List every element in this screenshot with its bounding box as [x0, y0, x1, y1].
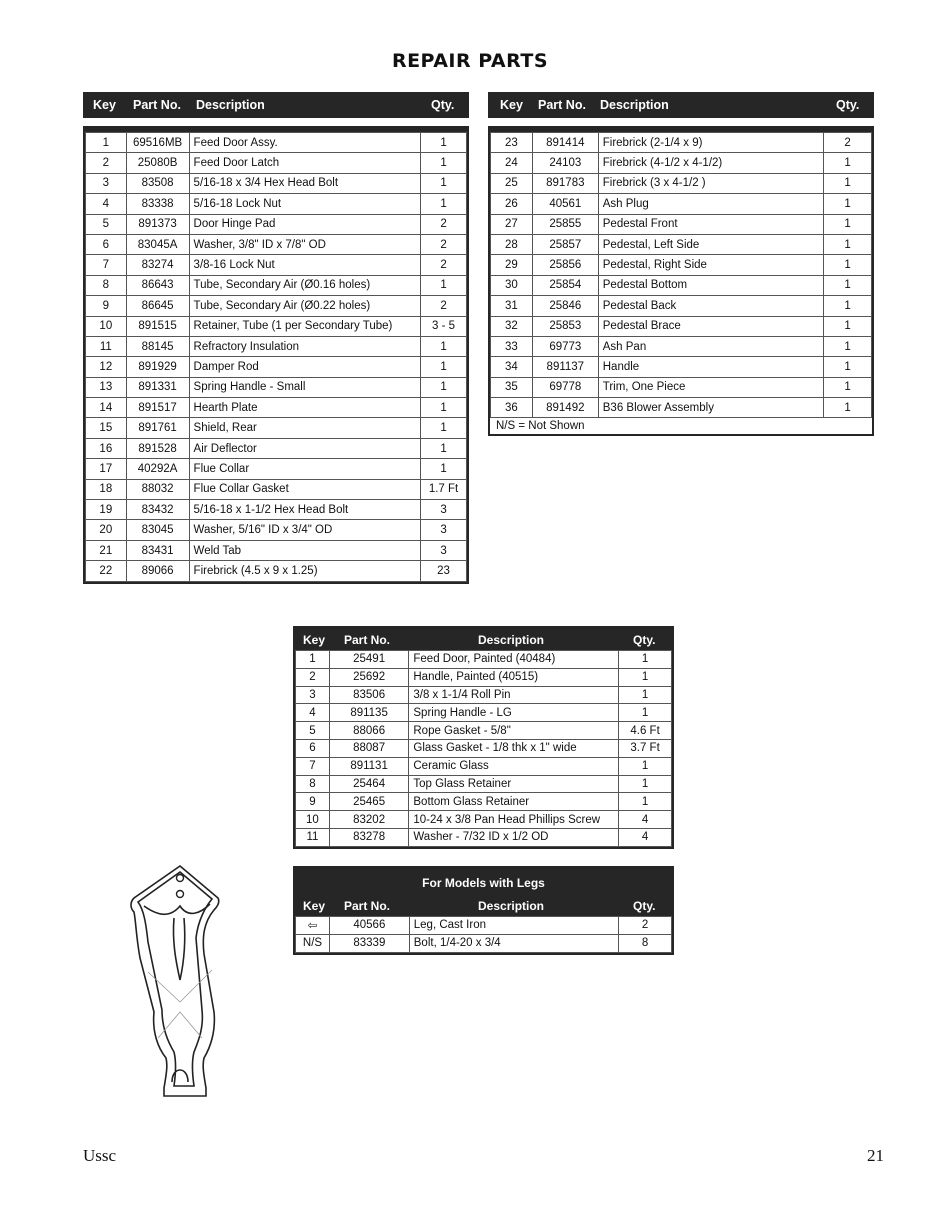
- cell-part-no: 25846: [532, 296, 598, 316]
- cell-part-no: 25080B: [126, 153, 189, 173]
- table-row: [86, 173, 467, 193]
- cell-description: Top Glass Retainer: [409, 775, 619, 793]
- cell-qty: 1: [421, 275, 467, 295]
- cell-description: Hearth Plate: [189, 398, 421, 418]
- cell-key: 27: [491, 214, 533, 234]
- cell-part-no: 891517: [126, 398, 189, 418]
- cell-part-no: 891492: [532, 398, 598, 418]
- cell-description: Handle: [598, 357, 823, 377]
- header-description: Description: [478, 899, 545, 913]
- table-row: [86, 234, 467, 254]
- table-row: [491, 398, 872, 418]
- cell-qty: 3.7 Ft: [619, 739, 672, 757]
- table-row: [296, 704, 672, 722]
- cell-key: 19: [86, 500, 127, 520]
- cell-qty: 1: [619, 668, 672, 686]
- cell-description: Pedestal Bottom: [598, 275, 823, 295]
- cell-description: Spring Handle - Small: [189, 377, 421, 397]
- cell-part-no: 83045: [126, 520, 189, 540]
- cell-part-no: 891131: [329, 757, 409, 775]
- cell-key: 5: [296, 722, 330, 740]
- cell-part-no: 40292A: [126, 459, 189, 479]
- cell-part-no: 69516MB: [126, 133, 189, 153]
- table-row: [86, 357, 467, 377]
- cell-description: Shield, Rear: [189, 418, 421, 438]
- table-row: [491, 336, 872, 356]
- table-row: [86, 275, 467, 295]
- cell-description: Firebrick (3 x 4-1/2 ): [598, 173, 823, 193]
- cell-qty: 1: [421, 133, 467, 153]
- cell-key: 8: [86, 275, 127, 295]
- table-row: [86, 316, 467, 336]
- header-part-no: Part No.: [538, 98, 586, 112]
- cell-key: 29: [491, 255, 533, 275]
- cell-key: 9: [86, 296, 127, 316]
- cell-key: 1: [86, 133, 127, 153]
- cell-part-no: 83432: [126, 500, 189, 520]
- cell-part-no: 25464: [329, 775, 409, 793]
- table-row: [86, 398, 467, 418]
- table-row: [86, 133, 467, 153]
- cell-part-no: 891414: [532, 133, 598, 153]
- legs-grid: [295, 916, 672, 953]
- table-row: [86, 459, 467, 479]
- page-number: 21: [867, 1146, 884, 1165]
- cell-qty: 1: [619, 793, 672, 811]
- table-row: [86, 377, 467, 397]
- cell-part-no: 83274: [126, 255, 189, 275]
- cell-description: Handle, Painted (40515): [409, 668, 619, 686]
- cell-description: Flue Collar Gasket: [189, 479, 421, 499]
- cell-part-no: 24103: [532, 153, 598, 173]
- table-row: [296, 775, 672, 793]
- table-row: [86, 500, 467, 520]
- cell-qty: 1: [619, 757, 672, 775]
- cell-key: 14: [86, 398, 127, 418]
- cell-key: 2: [296, 668, 330, 686]
- door-grid: [295, 650, 672, 847]
- cell-qty: 2: [824, 133, 872, 153]
- cell-qty: 1: [421, 153, 467, 173]
- parts-grid: [490, 132, 872, 418]
- cell-key: 28: [491, 234, 533, 254]
- header-part-no: Part No.: [344, 633, 391, 647]
- cell-part-no: 83045A: [126, 234, 189, 254]
- cell-qty: 1: [824, 214, 872, 234]
- header-description: Description: [478, 633, 545, 647]
- cell-key: 22: [86, 561, 127, 581]
- cell-description: Bottom Glass Retainer: [409, 793, 619, 811]
- cell-description: Washer, 3/8" ID x 7/8" OD: [189, 234, 421, 254]
- footer-brand: Ussc: [83, 1146, 117, 1165]
- cell-part-no: 88032: [126, 479, 189, 499]
- cell-key: 7: [296, 757, 330, 775]
- table-row: [86, 296, 467, 316]
- cell-key: 18: [86, 479, 127, 499]
- cell-part-no: 86645: [126, 296, 189, 316]
- table-row: [86, 520, 467, 540]
- cell-key: 3: [86, 173, 127, 193]
- cell-key: 20: [86, 520, 127, 540]
- cell-key: 24: [491, 153, 533, 173]
- cell-part-no: 891331: [126, 377, 189, 397]
- cell-description: Tube, Secondary Air (Ø0.22 holes): [189, 296, 421, 316]
- cell-key: 11: [296, 828, 330, 846]
- cell-part-no: 25465: [329, 793, 409, 811]
- table-row: [491, 234, 872, 254]
- header-description: Description: [196, 98, 265, 112]
- cell-key: 10: [296, 811, 330, 829]
- cell-key: 2: [86, 153, 127, 173]
- cell-key: 6: [296, 739, 330, 757]
- cell-part-no: 88087: [329, 739, 409, 757]
- cell-description: 10-24 x 3/8 Pan Head Phillips Screw: [409, 811, 619, 829]
- table-row: [296, 934, 672, 952]
- cell-description: Feed Door Latch: [189, 153, 421, 173]
- door-parts-table: [293, 626, 674, 849]
- cell-qty: 1.7 Ft: [421, 479, 467, 499]
- header-qty: Qty.: [431, 98, 455, 112]
- header-key: Key: [303, 899, 326, 913]
- header-key: Key: [500, 98, 523, 112]
- cell-qty: 3 - 5: [421, 316, 467, 336]
- cell-qty: 1: [824, 194, 872, 214]
- cell-key: 13: [86, 377, 127, 397]
- cell-qty: 1: [824, 336, 872, 356]
- table-row: [491, 153, 872, 173]
- table-row: [296, 757, 672, 775]
- cell-description: Retainer, Tube (1 per Secondary Tube): [189, 316, 421, 336]
- cell-description: 5/16-18 x 1-1/2 Hex Head Bolt: [189, 500, 421, 520]
- table-row: [296, 668, 672, 686]
- legs-table-title: [295, 868, 672, 894]
- cell-description: 5/16-18 x 3/4 Hex Head Bolt: [189, 173, 421, 193]
- cell-qty: 1: [421, 194, 467, 214]
- cell-description: Washer, 5/16" ID x 3/4" OD: [189, 520, 421, 540]
- header-description: Description: [600, 98, 669, 112]
- cell-description: Flue Collar: [189, 459, 421, 479]
- cell-key: 30: [491, 275, 533, 295]
- table-row: [296, 686, 672, 704]
- cell-key: 33: [491, 336, 533, 356]
- cell-qty: 1: [824, 153, 872, 173]
- cell-key: 7: [86, 255, 127, 275]
- header-qty: Qty.: [633, 633, 656, 647]
- cell-part-no: 25856: [532, 255, 598, 275]
- cell-description: Ash Pan: [598, 336, 823, 356]
- cell-qty: 2: [421, 214, 467, 234]
- cell-qty: 1: [824, 377, 872, 397]
- cell-part-no: 25855: [532, 214, 598, 234]
- cell-key: 15: [86, 418, 127, 438]
- cell-description: Pedestal Back: [598, 296, 823, 316]
- header-qty: Qty.: [633, 899, 656, 913]
- table-row: [491, 133, 872, 153]
- cell-part-no: 25857: [532, 234, 598, 254]
- cell-key: 17: [86, 459, 127, 479]
- cell-description: Pedestal Brace: [598, 316, 823, 336]
- cell-description: 3/8 x 1-1/4 Roll Pin: [409, 686, 619, 704]
- cell-description: Tube, Secondary Air (Ø0.16 holes): [189, 275, 421, 295]
- cell-qty: 1: [421, 377, 467, 397]
- cell-qty: 4: [619, 828, 672, 846]
- table-row: [491, 214, 872, 234]
- table-row: [296, 651, 672, 669]
- cell-qty: 4: [619, 811, 672, 829]
- cell-qty: 1: [824, 255, 872, 275]
- cell-description: B36 Blower Assembly: [598, 398, 823, 418]
- legs-title: For Models with Legs: [422, 876, 545, 890]
- table-row: [296, 739, 672, 757]
- cell-description: Air Deflector: [189, 438, 421, 458]
- header-part-no: Part No.: [344, 899, 391, 913]
- cell-part-no: 83202: [329, 811, 409, 829]
- table-row: [86, 418, 467, 438]
- cell-key: 10: [86, 316, 127, 336]
- cell-part-no: 891373: [126, 214, 189, 234]
- table-row: [86, 479, 467, 499]
- table-row: [86, 540, 467, 560]
- cell-qty: 2: [619, 917, 672, 935]
- cell-qty: 1: [619, 704, 672, 722]
- cell-description: Refractory Insulation: [189, 336, 421, 356]
- table-row: [296, 722, 672, 740]
- cell-description: Washer - 7/32 ID x 1/2 OD: [409, 828, 619, 846]
- cell-key: ⇦: [296, 917, 330, 935]
- cell-description: 3/8-16 Lock Nut: [189, 255, 421, 275]
- cell-key: 6: [86, 234, 127, 254]
- header-part-no: Part No.: [133, 98, 181, 112]
- cell-part-no: 83338: [126, 194, 189, 214]
- cell-qty: 1: [421, 438, 467, 458]
- cell-part-no: 891929: [126, 357, 189, 377]
- table-row: [491, 296, 872, 316]
- table-row: [296, 828, 672, 846]
- cell-qty: 1: [421, 173, 467, 193]
- cell-description: Pedestal Front: [598, 214, 823, 234]
- cell-part-no: 89066: [126, 561, 189, 581]
- cell-qty: 8: [619, 934, 672, 952]
- cell-key: 4: [296, 704, 330, 722]
- cell-part-no: 69778: [532, 377, 598, 397]
- table-row: [86, 255, 467, 275]
- table-row: [86, 561, 467, 581]
- cell-qty: 3: [421, 500, 467, 520]
- table-row: [491, 316, 872, 336]
- cell-qty: 1: [824, 357, 872, 377]
- cell-qty: 1: [824, 398, 872, 418]
- table-row: [491, 377, 872, 397]
- cell-key: 36: [491, 398, 533, 418]
- cell-qty: 1: [824, 296, 872, 316]
- cell-description: Feed Door Assy.: [189, 133, 421, 153]
- cell-key: 25: [491, 173, 533, 193]
- cell-key: 16: [86, 438, 127, 458]
- cell-part-no: 86643: [126, 275, 189, 295]
- cell-qty: 2: [421, 296, 467, 316]
- cell-description: Pedestal, Right Side: [598, 255, 823, 275]
- table-row: [86, 194, 467, 214]
- cell-key: 21: [86, 540, 127, 560]
- cell-key: 31: [491, 296, 533, 316]
- cell-description: Damper Rod: [189, 357, 421, 377]
- cell-key: 4: [86, 194, 127, 214]
- cell-qty: 1: [421, 459, 467, 479]
- cast-iron-leg-drawing: [118, 862, 248, 1102]
- cell-qty: 1: [619, 651, 672, 669]
- cell-description: Pedestal, Left Side: [598, 234, 823, 254]
- cell-key: 26: [491, 194, 533, 214]
- cell-description: Ceramic Glass: [409, 757, 619, 775]
- cell-key: 35: [491, 377, 533, 397]
- cell-description: Feed Door, Painted (40484): [409, 651, 619, 669]
- cell-description: Ash Plug: [598, 194, 823, 214]
- cell-qty: 1: [421, 357, 467, 377]
- not-shown-note: N/S = Not Shown: [496, 420, 585, 433]
- header-qty: Qty.: [836, 98, 860, 112]
- cell-description: Weld Tab: [189, 540, 421, 560]
- cell-description: Bolt, 1/4-20 x 3/4: [409, 934, 618, 952]
- cell-description: Door Hinge Pad: [189, 214, 421, 234]
- cell-part-no: 891761: [126, 418, 189, 438]
- cell-description: Trim, One Piece: [598, 377, 823, 397]
- parts-grid: [85, 132, 467, 582]
- cell-part-no: 88066: [329, 722, 409, 740]
- cell-qty: 23: [421, 561, 467, 581]
- cell-key: 8: [296, 775, 330, 793]
- cell-qty: 1: [619, 686, 672, 704]
- table-row: [491, 173, 872, 193]
- cell-part-no: 891783: [532, 173, 598, 193]
- cell-part-no: 25853: [532, 316, 598, 336]
- cell-qty: 2: [421, 255, 467, 275]
- table-row: [491, 275, 872, 295]
- cell-part-no: 83508: [126, 173, 189, 193]
- cell-part-no: 83506: [329, 686, 409, 704]
- cell-qty: 1: [421, 398, 467, 418]
- cell-description: 5/16-18 Lock Nut: [189, 194, 421, 214]
- cell-key: N/S: [296, 934, 330, 952]
- table-row: [296, 811, 672, 829]
- cell-qty: 1: [824, 275, 872, 295]
- table-header: [295, 628, 672, 650]
- cell-qty: 4.6 Ft: [619, 722, 672, 740]
- table-row: [86, 336, 467, 356]
- cell-part-no: 40561: [532, 194, 598, 214]
- table-row: [86, 214, 467, 234]
- page-title: REPAIR PARTS: [391, 50, 549, 72]
- table-row: [296, 793, 672, 811]
- legs-table: [293, 866, 674, 955]
- cell-qty: 2: [421, 234, 467, 254]
- cell-key: 34: [491, 357, 533, 377]
- cell-part-no: 891528: [126, 438, 189, 458]
- table-row: [86, 153, 467, 173]
- header-key: Key: [303, 633, 326, 647]
- cell-part-no: 891135: [329, 704, 409, 722]
- cell-part-no: 83339: [329, 934, 409, 952]
- cell-key: 32: [491, 316, 533, 336]
- cell-qty: 1: [421, 336, 467, 356]
- table-row: [491, 357, 872, 377]
- cell-qty: 1: [619, 775, 672, 793]
- cell-part-no: 25854: [532, 275, 598, 295]
- cell-key: 1: [296, 651, 330, 669]
- table-header: [83, 92, 469, 118]
- table-row: [86, 438, 467, 458]
- cell-description: Firebrick (4-1/2 x 4-1/2): [598, 153, 823, 173]
- table-row: [296, 917, 672, 935]
- cell-part-no: 69773: [532, 336, 598, 356]
- cell-description: Glass Gasket - 1/8 thk x 1" wide: [409, 739, 619, 757]
- cell-description: Firebrick (2-1/4 x 9): [598, 133, 823, 153]
- table-header: [295, 894, 672, 916]
- cell-qty: 3: [421, 520, 467, 540]
- cell-part-no: 891515: [126, 316, 189, 336]
- cell-key: 11: [86, 336, 127, 356]
- cell-qty: 1: [824, 234, 872, 254]
- table-header: [488, 92, 874, 118]
- table-row: [491, 194, 872, 214]
- cell-description: Spring Handle - LG: [409, 704, 619, 722]
- cell-qty: 1: [824, 316, 872, 336]
- cell-description: Rope Gasket - 5/8": [409, 722, 619, 740]
- header-key: Key: [93, 98, 116, 112]
- cell-qty: 3: [421, 540, 467, 560]
- table-row: [491, 255, 872, 275]
- cell-key: 5: [86, 214, 127, 234]
- cell-part-no: 88145: [126, 336, 189, 356]
- cell-part-no: 40566: [329, 917, 409, 935]
- cell-part-no: 25491: [329, 651, 409, 669]
- cell-description: Leg, Cast Iron: [409, 917, 618, 935]
- cell-key: 23: [491, 133, 533, 153]
- cell-key: 3: [296, 686, 330, 704]
- cell-part-no: 83431: [126, 540, 189, 560]
- cell-key: 9: [296, 793, 330, 811]
- cell-key: 12: [86, 357, 127, 377]
- cell-description: Firebrick (4.5 x 9 x 1.25): [189, 561, 421, 581]
- cell-part-no: 891137: [532, 357, 598, 377]
- cell-part-no: 83278: [329, 828, 409, 846]
- cell-part-no: 25692: [329, 668, 409, 686]
- cell-qty: 1: [421, 418, 467, 438]
- cell-qty: 1: [824, 173, 872, 193]
